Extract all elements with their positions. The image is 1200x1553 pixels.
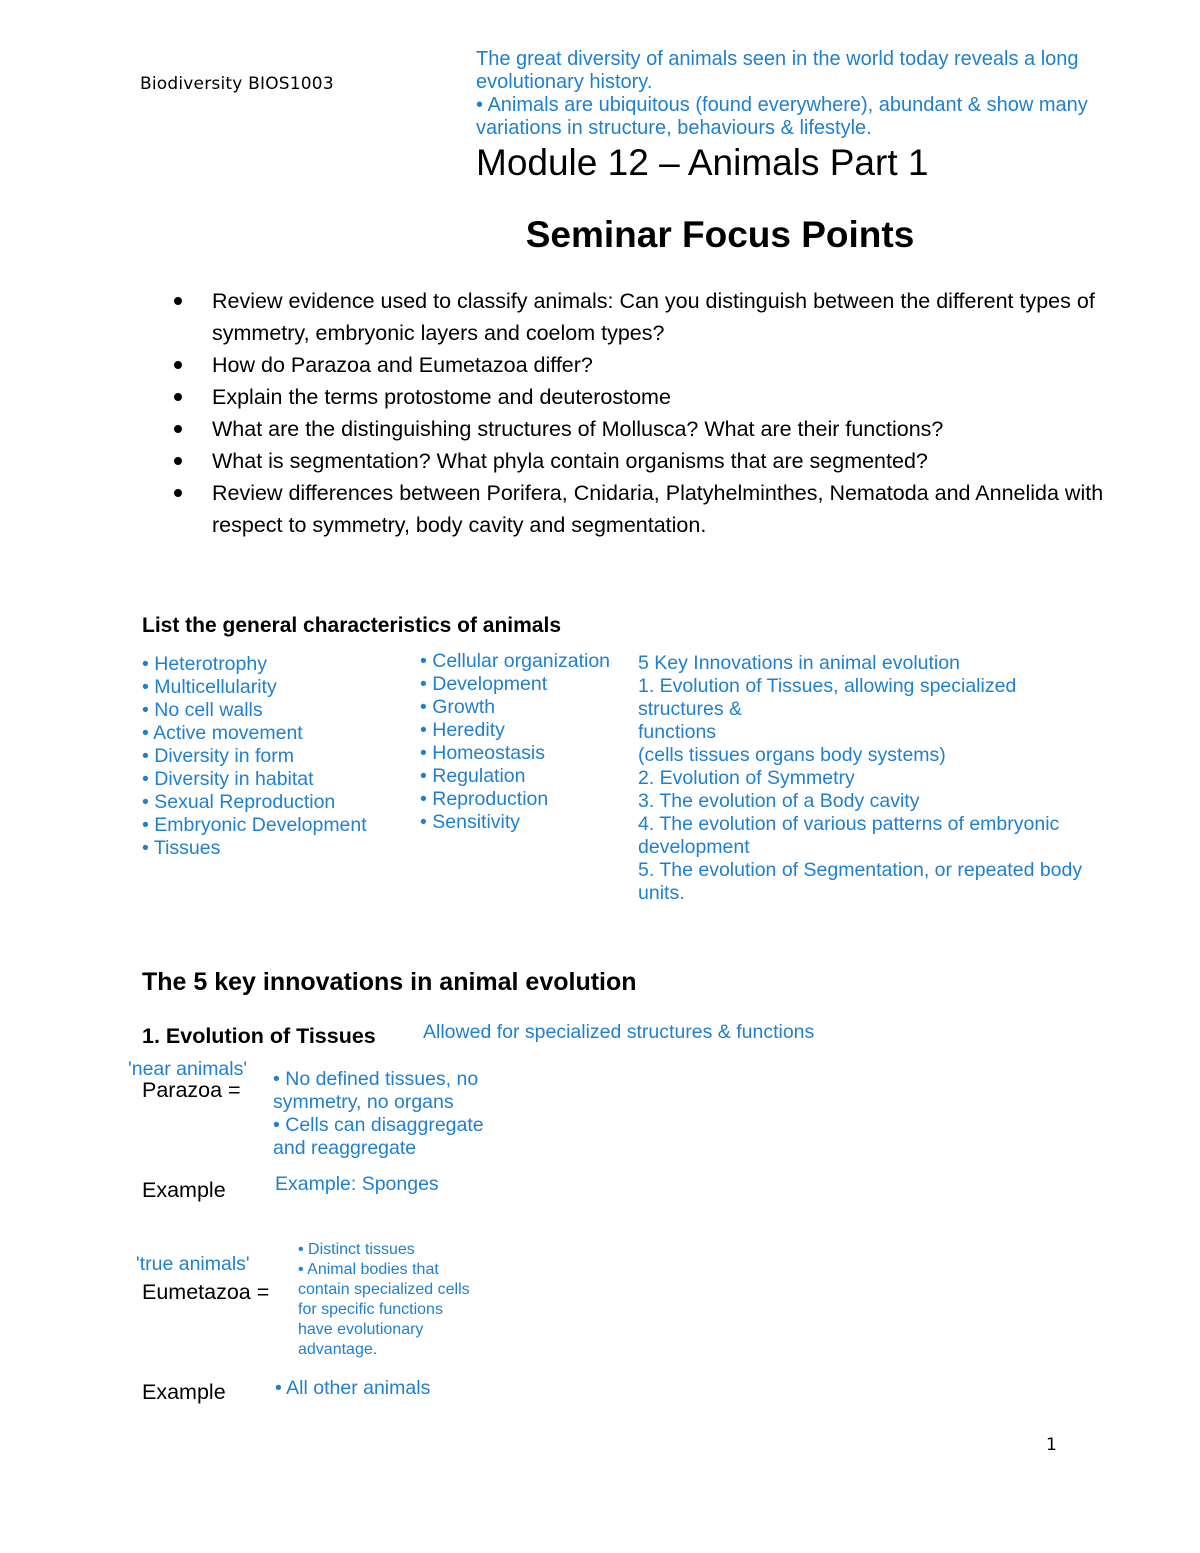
eumetazoa-example-label: Example [142, 1380, 226, 1404]
focus-point [212, 477, 1112, 541]
characteristics-column-1 [142, 653, 367, 860]
list-item: • No cell walls [142, 699, 263, 721]
detail-line: and reaggregate [273, 1137, 417, 1159]
focus-point [212, 381, 1112, 413]
course-header: Biodiversity BIOS1003 [140, 74, 334, 94]
eumetazoa-annotation: 'true animals' [136, 1253, 250, 1275]
detail-line: have evolutionary [298, 1321, 424, 1338]
detail-line: • Cells can disaggregate [273, 1114, 484, 1136]
focus-point-text: How do Parazoa and Eumetazoa differ? [212, 353, 593, 377]
detail-line: contain specialized cells [298, 1281, 470, 1298]
list-item: units. [638, 882, 685, 904]
parazoa-example: Example: Sponges [275, 1173, 439, 1195]
intro-line: The great diversity of animals seen in the world today reveals a long [476, 48, 1079, 70]
detail-line: symmetry, no organs [273, 1091, 454, 1113]
list-item: functions [638, 721, 717, 743]
characteristics-heading: List the general characteristics of animals [142, 614, 561, 637]
detail-line: for specific functions [298, 1301, 443, 1318]
seminar-title: Seminar Focus Points [525, 214, 915, 255]
list-item: 4. The evolution of various patterns of embryonic [638, 813, 1060, 835]
list-item: • Diversity in habitat [142, 768, 314, 790]
detail-line: • No defined tissues, no [273, 1068, 479, 1090]
bullet-icon [174, 393, 182, 401]
list-item: • Multicellularity [142, 676, 277, 698]
list-item: 5. The evolution of Segmentation, or repeated body [638, 859, 1083, 881]
focus-point-text: Review evidence used to classify animals: Can you distinguish between the different types of symmetry, embryonic layers and coelom types? [212, 289, 1095, 345]
bullet-icon [174, 425, 182, 433]
list-item: • Tissues [142, 837, 221, 859]
eumetazoa-details [298, 1240, 470, 1360]
bullet-icon [174, 457, 182, 465]
module-title: Module 12 – Animals Part 1 [476, 142, 929, 183]
focus-point [212, 285, 1112, 349]
intro-line: evolutionary history. [476, 71, 653, 93]
list-item: 5 Key Innovations in animal evolution [638, 652, 960, 674]
intro-annotation [476, 48, 1126, 140]
detail-line: • Distinct tissues [298, 1241, 415, 1258]
eumetazoa-label: Eumetazoa = [142, 1280, 270, 1304]
innovations-heading: The 5 key innovations in animal evolution [142, 968, 637, 996]
tissues-subheading: 1. Evolution of Tissues [142, 1024, 376, 1048]
parazoa-annotation: 'near animals' [128, 1058, 248, 1080]
bullet-icon [174, 297, 182, 305]
focus-point [212, 349, 1112, 381]
tissues-annotation: Allowed for specialized structures & functions [423, 1021, 815, 1043]
eumetazoa-example: • All other animals [275, 1377, 431, 1399]
focus-point-text: Explain the terms protostome and deuterostome [212, 385, 671, 409]
focus-point-text: Review differences between Porifera, Cnidaria, Platyhelminthes, Nematoda and Annelida with respect to symmetry, body cavity and segmentation. [212, 481, 1104, 537]
focus-point [212, 445, 1112, 477]
intro-line: variations in structure, behaviours & lifestyle. [476, 117, 872, 139]
list-item: • Diversity in form [142, 745, 295, 767]
focus-point [212, 413, 1112, 445]
list-item: structures & [638, 698, 743, 720]
bullet-icon [174, 361, 182, 369]
detail-line: advantage. [298, 1341, 378, 1358]
list-item: • Regulation [420, 765, 526, 787]
parazoa-example-label: Example [142, 1178, 226, 1202]
list-item: • Embryonic Development [142, 814, 367, 836]
list-item: • Reproduction [420, 788, 549, 810]
list-item: 3. The evolution of a Body cavity [638, 790, 920, 812]
characteristics-column-2 [420, 650, 610, 834]
parazoa-label: Parazoa = [142, 1078, 241, 1102]
focus-point-text: What is segmentation? What phyla contain organisms that are segmented? [212, 449, 928, 473]
list-item: development [638, 836, 750, 858]
list-item: • Heredity [420, 719, 505, 741]
page-number: 1 [1046, 1435, 1057, 1455]
parazoa-details [273, 1068, 484, 1160]
list-item: • Sensitivity [420, 811, 521, 833]
list-item: • Active movement [142, 722, 303, 744]
list-item: (cells tissues organs body systems) [638, 744, 946, 766]
focus-point-text: What are the distinguishing structures of Mollusca? What are their functions? [212, 417, 944, 441]
list-item: • Homeostasis [420, 742, 545, 764]
bullet-icon [174, 489, 182, 497]
list-item: • Development [420, 673, 548, 695]
focus-points-list [212, 285, 1112, 541]
list-item: 1. Evolution of Tissues, allowing specialized [638, 675, 1017, 697]
list-item: • Cellular organization [420, 650, 611, 672]
list-item: • Growth [420, 696, 496, 718]
list-item: • Heterotrophy [142, 653, 267, 675]
intro-line: • Animals are ubiquitous (found everywhere), abundant & show many [476, 94, 1088, 116]
list-item: • Sexual Reproduction [142, 791, 336, 813]
key-innovations-summary [638, 652, 1118, 905]
list-item: 2. Evolution of Symmetry [638, 767, 855, 789]
detail-line: • Animal bodies that [298, 1261, 439, 1278]
